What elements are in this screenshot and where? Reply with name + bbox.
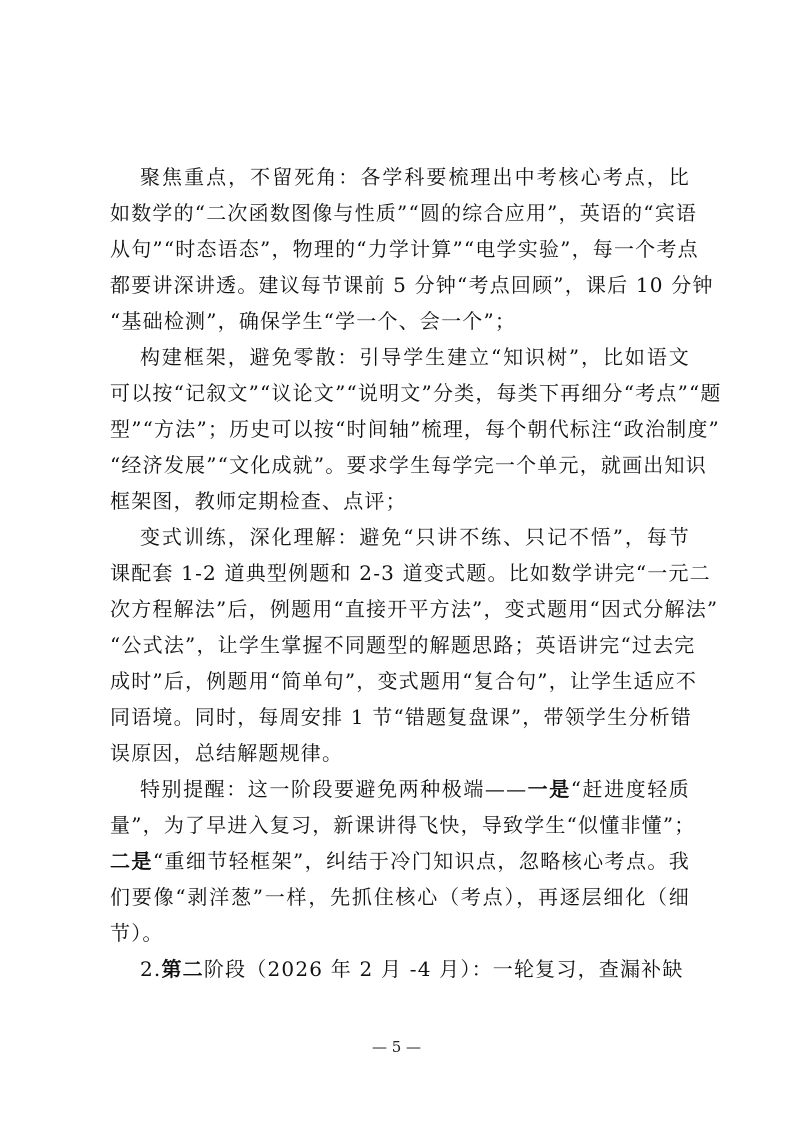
text-line [110,519,690,555]
text-line [110,843,690,879]
line-text: 同语境。同时，每周安排 1 节“错题复盘课”，带领学生分析错 [110,705,692,729]
text-line [110,159,690,195]
text-line [110,663,698,699]
text-line [110,555,711,591]
text-line [110,231,699,267]
line-text: 可以按“记叙文”“议论文”“说明文”分类，每类下再细分“考点”“题 [110,381,722,405]
line-text-after: 阶段（2026 年 2 月 -4 月）：一轮复习，查漏补缺 [203,957,684,981]
line-text: 2. [140,957,162,981]
text-line [110,699,690,735]
line-text: 都要讲深讲透。建议每节课前 5 分钟“考点回顾”，课后 10 分钟 [110,273,714,297]
text-line [110,411,720,447]
text-line [110,807,696,843]
line-text: 节）。 [110,921,164,945]
line-text: 聚焦重点，不留死角：各学科要梳理出中考核心考点，比 [140,165,690,189]
text-line [110,735,690,771]
bold-text: 二是 [110,849,153,873]
line-text: 框架图，教师定期检查、点评； [110,489,407,513]
text-line [110,267,714,303]
line-text: 误原因，总结解题规律。 [110,741,344,765]
text-line [110,303,690,339]
text-line [110,915,690,951]
line-text: “基础检测”，确保学生“学一个、会一个”； [110,309,517,333]
line-text: 变式训练，深化理解：避免“只讲不练、只记不悟”，每节 [140,525,690,549]
line-text: 构建框架，避免零散：引导学生建立“知识树”，比如语文 [140,345,690,369]
page-number: — 5 — [371,1038,422,1056]
line-text: 成时”后，例题用“简单句”，变式题用“复合句”，让学生适应不 [110,669,698,693]
bold-text: 第二 [161,957,204,981]
text-line [110,447,707,483]
text-line [110,951,690,987]
document-body [110,159,722,987]
line-text: “公式法”，让学生掌握不同题型的解题思路；英语讲完“过去完 [110,633,696,657]
text-line [110,339,690,375]
text-line [110,879,690,915]
line-text: 特别提醒：这一阶段要避免两种极端—— [140,777,528,801]
text-line [110,375,722,411]
text-line [110,771,690,807]
text-line [110,483,690,519]
line-text: 次方程解法”后，例题用“直接开平方法”，变式题用“因式分解法” [110,597,719,621]
line-text: 们要像“剥洋葱”一样，先抓住核心（考点），再逐层细化（细 [110,885,690,909]
line-text: “经济发展”“文化成就”。要求学生每学完一个单元，就画出知识 [110,453,707,477]
text-line [110,195,698,231]
line-text-after: “重细节轻框架”，纠结于冷门知识点，忽略核心考点。我 [152,849,690,873]
line-text: 课配套 1-2 道典型例题和 2-3 道变式题。比如数学讲完“一元二 [110,561,711,585]
line-text: 从句”“时态语态”，物理的“力学计算”“电学实验”，每一个考点 [110,237,699,261]
line-text: 型”“方法”；历史可以按“时间轴”梳理，每个朝代标注“政治制度” [110,417,720,441]
text-line [110,591,719,627]
bold-text: 一是 [527,777,571,801]
text-line [110,627,696,663]
line-text-after: “赶进度轻质 [570,777,690,801]
line-text: 量”，为了早进入复习，新课讲得飞快，导致学生“似懂非懂”； [110,813,696,837]
line-text: 如数学的“二次函数图像与性质”“圆的综合应用”，英语的“宾语 [110,201,698,225]
